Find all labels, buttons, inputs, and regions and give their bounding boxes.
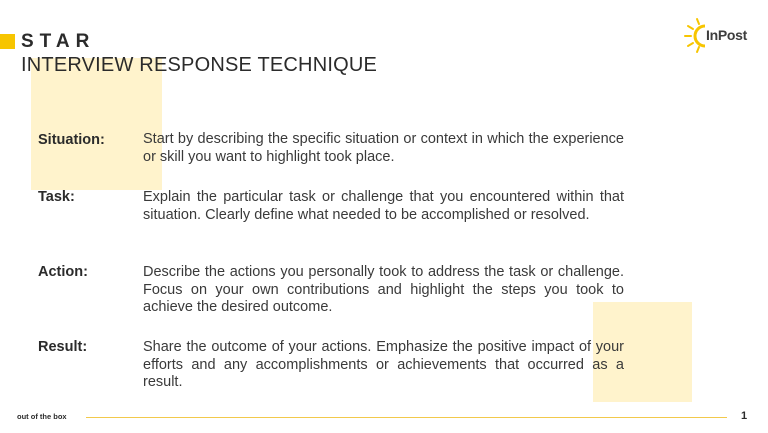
- row-text-result: Share the outcome of your actions. Emphasize the positive impact of your efforts and any accomplishments or achievements that occurred as a result.: [143, 339, 624, 390]
- footer-divider: [86, 417, 727, 418]
- row-text-situation: Start by describing the specific situation or context in which the experience or skill you want to highlight took place.: [143, 131, 624, 165]
- page-number: 1: [741, 410, 748, 422]
- row-label-action: Action:: [38, 264, 88, 280]
- accent-square: [0, 34, 15, 49]
- inpost-logo: [684, 15, 754, 55]
- logo-wordmark: InPost: [706, 27, 747, 43]
- row-label-situation: Situation:: [38, 132, 105, 148]
- row-label-result: Result:: [38, 339, 88, 355]
- row-text-action: Describe the actions you personally took to address the task or challenge. Focus on your own contributions and highlight the steps you took to achieve the desired outcome.: [143, 264, 624, 315]
- row-text-task: Explain the particular task or challenge that you encountered within that situation. Clearly define what needed to be accomplished or resolved.: [143, 189, 624, 223]
- footer-tagline: out of the box: [17, 412, 67, 421]
- decorative-highlight-block: [31, 58, 162, 190]
- slide-title: INTERVIEW RESPONSE TECHNIQUE: [21, 54, 378, 76]
- row-label-task: Task:: [38, 189, 75, 205]
- slide-kicker: STAR: [21, 31, 96, 52]
